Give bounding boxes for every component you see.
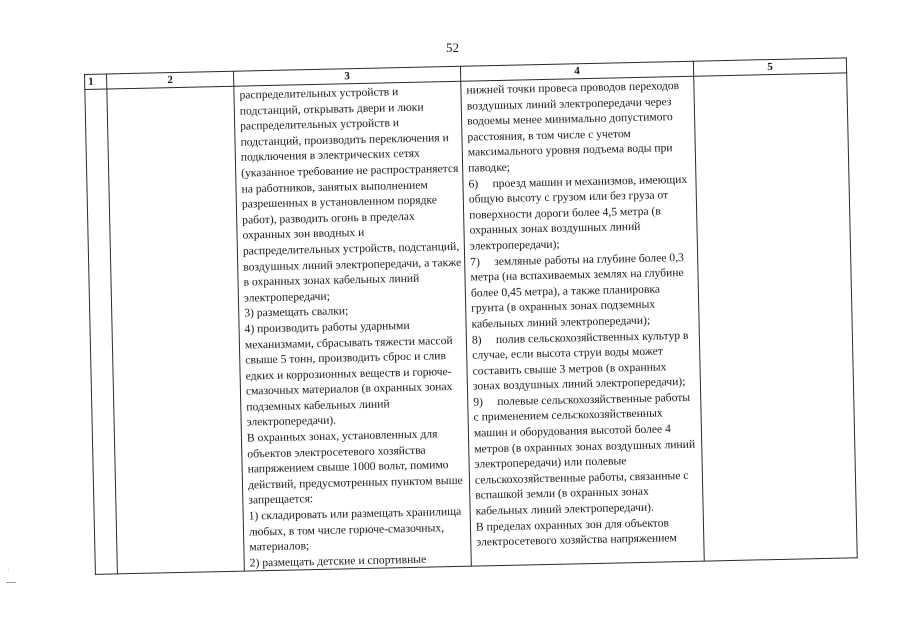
paragraph: 3) размещать свалки; xyxy=(244,304,349,320)
paragraph: 4) производить работы ударными механизмами, сбрасывать тяжести массой свыше 5 тонн, производить сброс и слив едких и коррозионных веществ и горюче-смазочных материалов (в охранных зонах подземных кабельных линий электропередачи). xyxy=(244,318,453,430)
cell-column-4 xyxy=(461,76,705,566)
item-text: проезд машин и механизмов, имеющих общую высоту с грузом или без груза от поверхности дороги более 4,5 метра (в охранных зонах воздушных линий электропередачи); xyxy=(468,172,688,253)
list-item xyxy=(466,78,692,176)
scan-artifact-dot xyxy=(8,569,9,570)
paragraph: В охранных зонах, установленных для объектов электросетевого хозяйства напряжением свыше 1000 вольт, помимо действий, предусмотренных пунктом выше запрещается: xyxy=(246,427,463,507)
cell-column-3 xyxy=(234,81,472,571)
list-item xyxy=(472,327,697,394)
item-number: 7) xyxy=(470,254,480,269)
item-number: 9) xyxy=(473,395,484,409)
column-header-1: 1 xyxy=(85,74,107,89)
paragraph: распределительных устройств и подстанций, открывать двери и люки распределительных устройств и подстанций, производить переключения и подключения в электрических сетях (указанное требование не распространяется на работников, занятых выполнением разрешенных в установленном порядке работ), разводить огонь в пределах охранных зон вводных и распределительных устройств, подстанций, воздушных линий электропередачи, а также в охранных зонах кабельных линий электропередачи; xyxy=(239,85,462,305)
document-table-container xyxy=(84,57,857,575)
item-text: полевые сельскохозяйственные работы с применением сельскохозяйственных машин и оборудования высотой более 4 метров (в охранных зонах воздушных линий электропередачи) или полевые сельскохозяйственные работы, связанные с вспашкой земли (в охранных зонах кабельных линий электропередачи). xyxy=(473,390,696,518)
page-number: 52 xyxy=(446,40,459,55)
cell-column-5 xyxy=(694,73,858,562)
column-header-5: 5 xyxy=(693,58,846,76)
scan-artifact-line xyxy=(6,582,16,583)
column-header-2: 2 xyxy=(107,71,234,89)
item-text: В пределах охранных зон для объектов электросетевого хозяйства напряжением xyxy=(475,515,677,549)
item-text: земляные работы на глубине более 0,3 метра (на вспахиваемых землях на глубине более 0,45 метра), а также планировка грунта (в охранных зонах подземных кабельных линий электропередачи); xyxy=(470,250,684,331)
item-text: нижней точки провеса проводов переходов воздушных линий электропередачи через водоемы менее минимально допустимого расстояния, в том числе с учетом максимального уровня подъема воды при паводке; xyxy=(466,79,680,175)
column-header-4: 4 xyxy=(460,61,693,81)
list-item xyxy=(476,514,701,550)
document-table xyxy=(84,57,858,575)
column-header-3: 3 xyxy=(233,66,460,86)
list-item xyxy=(470,249,696,332)
table-row xyxy=(85,73,857,575)
item-number: 8) xyxy=(471,332,482,347)
list-item xyxy=(473,390,700,520)
list-item xyxy=(468,171,694,254)
cell-column-2 xyxy=(107,86,245,574)
item-number: 6) xyxy=(468,176,479,191)
item-text: полив сельскохозяйственных культур в случае, если высота струи воды может составить свыше 3 метров (в охранных зонах воздушных линий электропередачи); xyxy=(472,328,689,393)
paragraph: 2) размещать детские и спортивные xyxy=(249,552,427,570)
paragraph: 1) складировать или размещать хранилища любых, в том числе горюче-смазочных, материалов; xyxy=(248,504,462,554)
